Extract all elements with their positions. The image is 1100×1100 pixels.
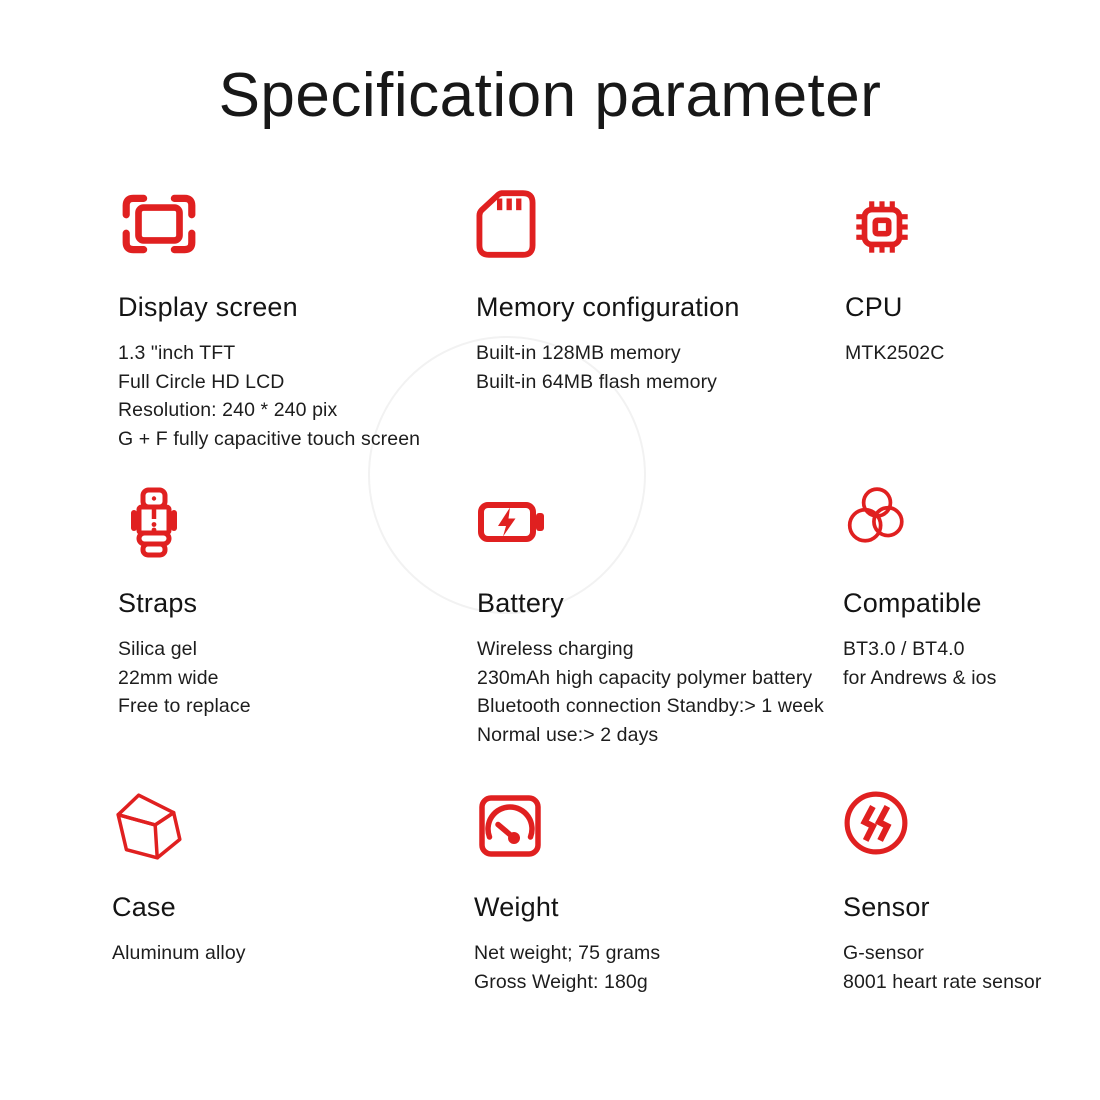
spec-section-case bbox=[112, 790, 246, 968]
spec-line: 1.3 "inch TFT bbox=[118, 342, 236, 364]
spec-line: Gross Weight: 180g bbox=[474, 970, 648, 993]
spec-line: 8001 heart rate sensor bbox=[843, 970, 1042, 993]
spec-section-title: Memory configuration bbox=[476, 292, 740, 322]
spec-section-details bbox=[118, 339, 420, 453]
spec-section-details bbox=[477, 635, 824, 749]
spec-section-details bbox=[474, 939, 660, 996]
cube-icon bbox=[112, 790, 246, 866]
spec-section-title: Weight bbox=[474, 892, 559, 922]
gauge-icon bbox=[474, 790, 660, 866]
spec-section-details bbox=[845, 339, 944, 368]
spec-section-weight bbox=[474, 790, 660, 996]
spec-line: Resolution: 240 * 240 pix bbox=[118, 399, 338, 421]
spec-line: G + F fully capacitive touch screen bbox=[118, 427, 421, 450]
spec-line: Normal use:> 2 days bbox=[477, 723, 659, 746]
spec-line: G-sensor bbox=[843, 942, 924, 964]
spec-section-cpu bbox=[845, 190, 944, 368]
spec-section-sensor bbox=[843, 790, 1041, 996]
spec-line: Full Circle HD LCD bbox=[118, 370, 285, 393]
watch-strap-icon bbox=[118, 486, 251, 562]
pulse-sensor-icon bbox=[843, 790, 1041, 866]
page-title: Specification parameter bbox=[218, 60, 882, 130]
spec-line: Built-in 64MB flash memory bbox=[476, 370, 718, 393]
cpu-chip-icon bbox=[845, 190, 944, 266]
spec-section-title: Display screen bbox=[118, 292, 298, 322]
spec-line: for Andrews & ios bbox=[843, 666, 997, 689]
spec-line: Wireless charging bbox=[477, 638, 634, 660]
spec-line: 22mm wide bbox=[118, 666, 219, 689]
spec-section-details bbox=[112, 939, 246, 968]
spec-section-title: Sensor bbox=[843, 892, 930, 922]
memory-card-icon bbox=[476, 190, 740, 266]
spec-section-straps bbox=[118, 486, 251, 721]
spec-line: Aluminum alloy bbox=[112, 942, 246, 964]
spec-section-title: Compatible bbox=[843, 588, 982, 618]
spec-line: Free to replace bbox=[118, 695, 251, 717]
spec-section-details bbox=[118, 635, 251, 721]
spec-line: 230mAh high capacity polymer battery bbox=[477, 666, 813, 689]
display-screen-icon bbox=[118, 190, 420, 266]
spec-section-details bbox=[843, 939, 1041, 996]
spec-section-display-screen bbox=[118, 190, 420, 453]
spec-line: BT3.0 / BT4.0 bbox=[843, 638, 965, 660]
spec-section-title: Straps bbox=[118, 588, 198, 618]
spec-line: Silica gel bbox=[118, 638, 198, 660]
spec-line: MTK2502C bbox=[845, 342, 945, 364]
battery-charging-icon bbox=[477, 486, 824, 562]
spec-section-title: Case bbox=[112, 892, 176, 922]
spec-line: Built-in 128MB memory bbox=[476, 342, 681, 364]
spec-section-memory bbox=[476, 190, 740, 396]
spec-section-details bbox=[843, 635, 996, 692]
spec-section-compatible bbox=[843, 486, 996, 692]
spec-section-title: CPU bbox=[845, 292, 903, 322]
overlapping-circles-icon bbox=[843, 486, 996, 562]
spec-section-title: Battery bbox=[477, 588, 564, 618]
spec-section-details bbox=[476, 339, 740, 396]
spec-section-battery bbox=[477, 486, 824, 749]
spec-line: Bluetooth connection Standby:> 1 week bbox=[477, 695, 824, 717]
spec-line: Net weight; 75 grams bbox=[474, 942, 661, 964]
